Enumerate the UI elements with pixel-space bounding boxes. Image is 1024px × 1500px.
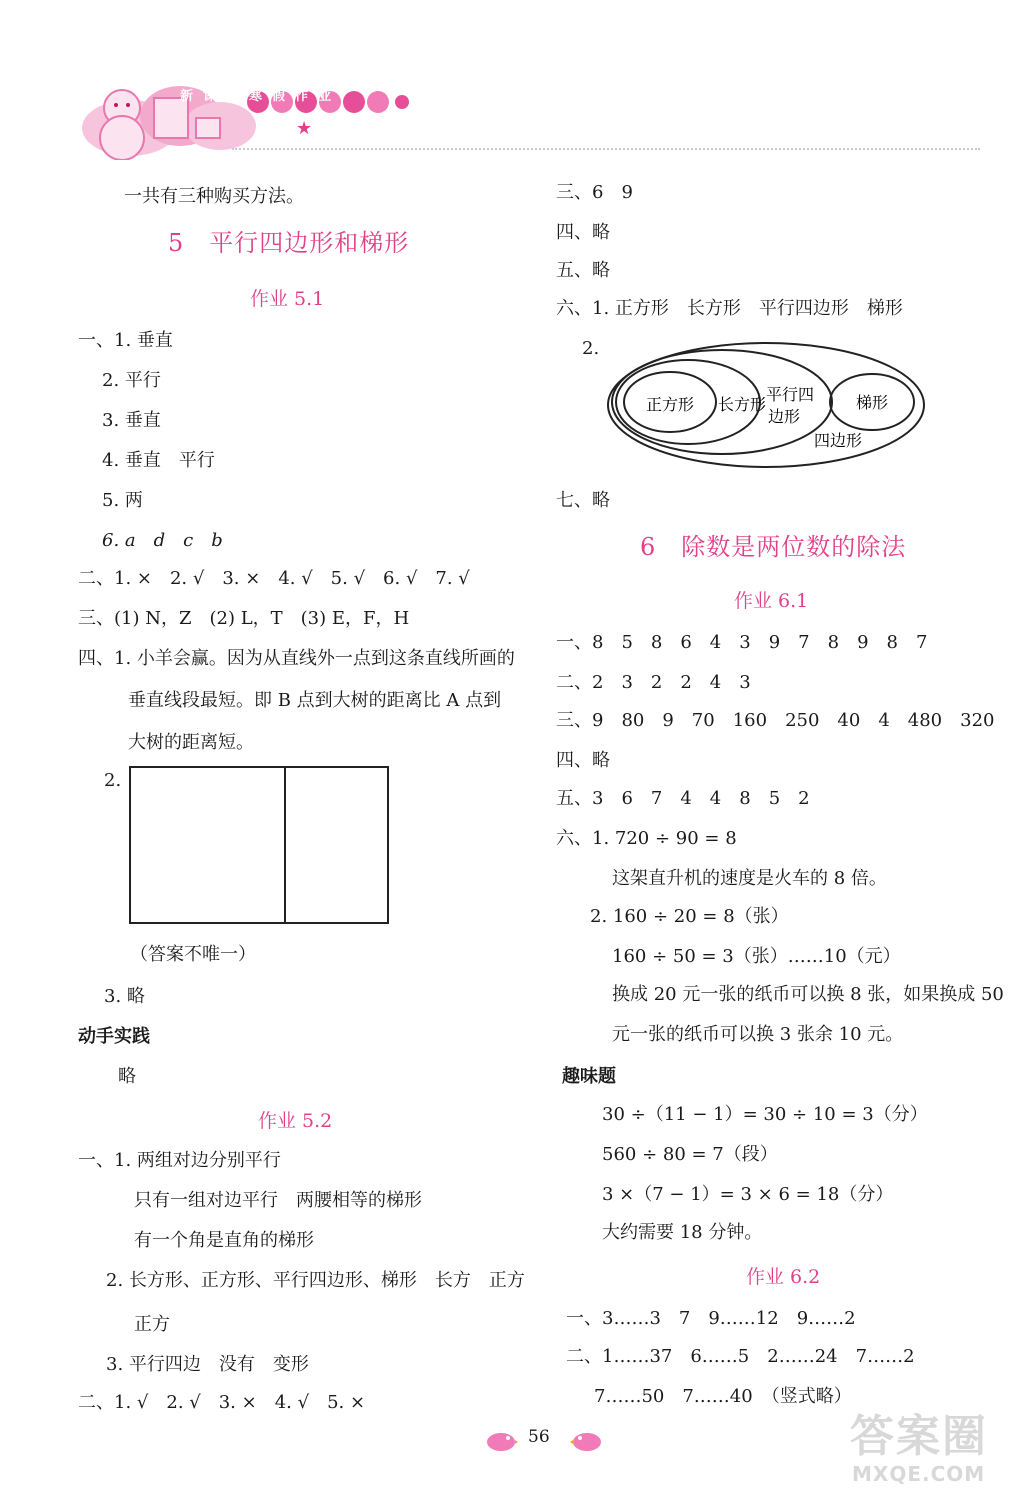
- answer-line: 2. 平行: [102, 370, 161, 391]
- answer-line: 四、1. 小羊会赢。因为从直线外一点到这条直线所画的: [78, 648, 515, 669]
- venn-label-trap: 梯形: [856, 393, 889, 412]
- answer-line: 一、1. 垂直: [78, 330, 173, 351]
- answer-line: 3. 平行四边 没有 变形: [106, 1354, 309, 1375]
- star-icon: ★: [296, 118, 313, 139]
- answer-line: 五、略: [556, 260, 610, 281]
- practice-heading: 动手实践: [78, 1026, 150, 1047]
- answer-line: 5. 两: [102, 490, 143, 511]
- homework-title-5-1: 作业 5.1: [250, 288, 325, 310]
- fun-question-heading: 趣味题: [562, 1066, 616, 1087]
- answer-line: 三、9 80 9 70 160 250 40 4 480 320: [556, 710, 995, 731]
- answer-line: 2.: [104, 770, 122, 791]
- rectangle-divider: [284, 766, 286, 922]
- answer-line: 大树的距离短。: [128, 732, 254, 753]
- answer-line: 只有一组对边平行 两腰相等的梯形: [134, 1190, 422, 1211]
- answer-line: 这架直升机的速度是火车的 8 倍。: [612, 868, 887, 889]
- homework-title-6-2: 作业 6.2: [746, 1266, 821, 1288]
- answer-line: 有一个角是直角的梯形: [134, 1230, 314, 1251]
- answer-line: 4. 垂直 平行: [102, 450, 215, 471]
- answer-line: 一、8 5 8 6 4 3 9 7 8 9 8 7: [556, 632, 928, 653]
- answer-line: 垂直线段最短。即 B 点到大树的距离比 A 点到: [128, 690, 502, 711]
- venn-label-quad: 四边形: [814, 431, 863, 450]
- answer-line: 2. 长方形、正方形、平行四边形、梯形 长方 正方: [106, 1270, 525, 1291]
- answer-line: 四、略: [556, 750, 610, 771]
- answer-line: 大约需要 18 分钟。: [602, 1222, 763, 1243]
- answer-line: 30 ÷（11 − 1）= 30 ÷ 10 = 3（分）: [602, 1104, 928, 1125]
- rectangle-diagram: [129, 766, 389, 924]
- banner-title: 新课程寒假作业: [180, 89, 342, 104]
- answer-line: 略: [118, 1066, 136, 1087]
- answer-line: 换成 20 元一张的纸币可以换 8 张，如果换成 50: [612, 984, 1004, 1005]
- answer-line: 二、2 3 2 2 4 3: [556, 672, 751, 693]
- answer-line: 3. 略: [104, 986, 145, 1007]
- answer-line: 6. a d c b: [102, 530, 223, 551]
- header-banner: [70, 68, 410, 160]
- answer-line: 正方: [134, 1314, 170, 1335]
- venn-label-square: 正方形: [646, 395, 695, 414]
- answer-line: 160 ÷ 50 = 3（张）……10（元）: [612, 946, 901, 967]
- answer-line: 四、略: [556, 222, 610, 243]
- homework-title-5-2: 作业 5.2: [258, 1110, 333, 1132]
- answer-line: 二、1. √ 2. √ 3. × 4. √ 5. ×: [78, 1392, 366, 1413]
- section-title-5: 5 平行四边形和梯形: [168, 229, 410, 257]
- venn-label-rect: 长方形: [718, 395, 767, 414]
- answer-note: （答案不唯一）: [130, 944, 256, 965]
- header-rule: [232, 148, 980, 150]
- answer-line: 3. 垂直: [102, 410, 161, 431]
- answer-line: 六、1. 720 ÷ 90 = 8: [556, 828, 737, 849]
- text-line: 一共有三种购买方法。: [124, 186, 304, 207]
- answer-line: 一、1. 两组对边分别平行: [78, 1150, 281, 1171]
- homework-title-6-1: 作业 6.1: [734, 590, 809, 612]
- answer-line: 三、(1) N，Z (2) L，T (3) E，F，H: [78, 608, 410, 629]
- section-title-6: 6 除数是两位数的除法: [640, 533, 907, 561]
- answer-line: 560 ÷ 80 = 7（段）: [602, 1144, 778, 1165]
- answer-line: 三、6 9: [556, 182, 633, 203]
- watermark-text: 答案圈: [850, 1411, 988, 1462]
- answer-line: 2.: [582, 338, 600, 359]
- answer-line: 元一张的纸币可以换 3 张余 10 元。: [612, 1024, 904, 1045]
- answer-line: 二、1……37 6……5 2……24 7……2: [566, 1346, 915, 1367]
- answer-line: 七、略: [556, 490, 610, 511]
- answer-line: 2. 160 ÷ 20 = 8（张）: [590, 906, 789, 927]
- answer-line: 五、3 6 7 4 4 8 5 2: [556, 788, 810, 809]
- answer-line: 六、1. 正方形 长方形 平行四边形 梯形: [556, 298, 903, 319]
- page-number: 56: [528, 1427, 550, 1447]
- bird-icon: [570, 1430, 604, 1452]
- answer-line: 一、3……3 7 9……12 9……2: [566, 1308, 856, 1329]
- watermark-url: MXQE.COM: [852, 1462, 986, 1486]
- quadrilateral-venn-diagram: [602, 338, 932, 472]
- venn-label-para-b: 边形: [768, 407, 801, 426]
- venn-label-para-a: 平行四: [766, 385, 815, 404]
- answer-line: 3 ×（7 − 1）= 3 × 6 = 18（分）: [602, 1184, 894, 1205]
- answer-line: 二、1. × 2. √ 3. × 4. √ 5. √ 6. √ 7. √: [78, 568, 470, 589]
- answer-line: 7……50 7……40 （竖式略）: [594, 1386, 852, 1407]
- bird-icon: [484, 1430, 518, 1452]
